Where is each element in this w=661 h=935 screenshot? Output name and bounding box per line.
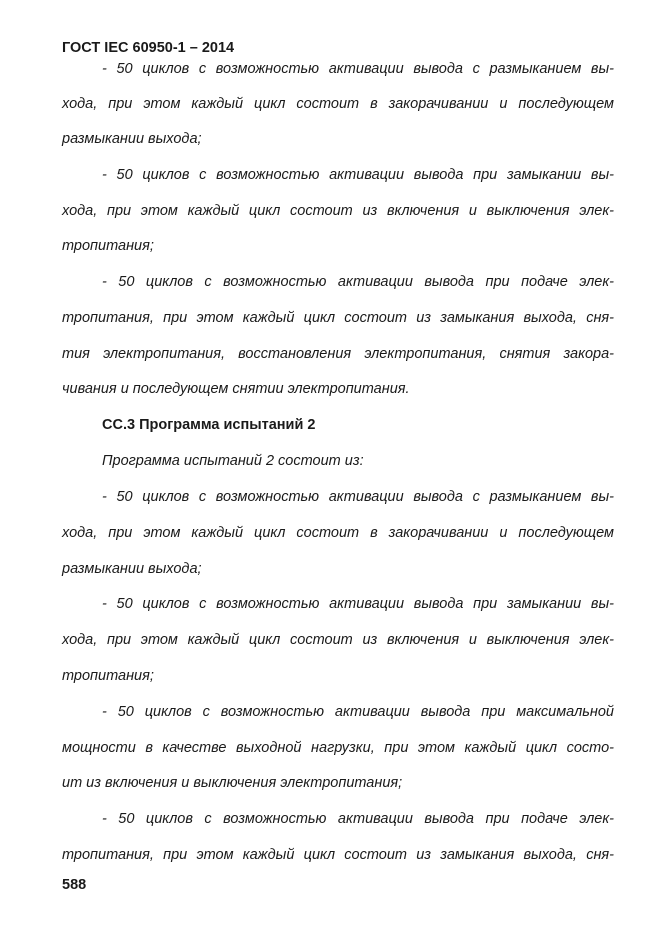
text-line: тропитания, при этом каждый цикл состоит из замыкания выхода, сня- <box>62 310 614 326</box>
text-line: - 50 циклов с возможностью активации вывода при замыкании вы- <box>102 167 614 183</box>
text-line: мощности в качестве выходной нагрузки, при этом каждый цикл состо- <box>62 740 614 756</box>
page-number: 588 <box>62 877 87 893</box>
text-line: тропитания, при этом каждый цикл состоит из замыкания выхода, сня- <box>62 847 614 863</box>
text-line: размыкании выхода; <box>62 131 202 147</box>
text-line: хода, при этом каждый цикл состоит в закорачивании и последующем <box>62 96 614 112</box>
text-line: ит из включения и выключения электропитания; <box>62 775 403 791</box>
text-line: - 50 циклов с возможностью активации вывода при подаче элек- <box>102 811 614 827</box>
text-line: - 50 циклов с возможностью активации вывода при подаче элек- <box>102 274 614 290</box>
text-line: тропитания; <box>62 668 154 684</box>
text-line: - 50 циклов с возможностью активации вывода при замыкании вы- <box>102 596 614 612</box>
text-line: - 50 циклов с возможностью активации вывода с размыканием вы- <box>102 61 614 77</box>
text-line: - 50 циклов с возможностью активации вывода с размыканием вы- <box>102 489 614 505</box>
text-line: тия электропитания, восстановления электропитания, снятия закора- <box>62 346 614 362</box>
text-line: хода, при этом каждый цикл состоит из включения и выключения элек- <box>62 632 614 648</box>
document-header: ГОСТ IEC 60950-1 – 2014 <box>62 40 235 56</box>
text-line: тропитания; <box>62 238 154 254</box>
text-line: размыкании выхода; <box>62 561 202 577</box>
text-line: - 50 циклов с возможностью активации вывода при максимальной <box>102 704 614 720</box>
text-line: Программа испытаний 2 состоит из: <box>102 453 364 469</box>
section-heading: СС.3 Программа испытаний 2 <box>102 417 316 433</box>
text-line: чивания и последующем снятии электропитания. <box>62 381 410 397</box>
text-line: хода, при этом каждый цикл состоит из включения и выключения элек- <box>62 203 614 219</box>
text-line: хода, при этом каждый цикл состоит в закорачивании и последующем <box>62 525 614 541</box>
